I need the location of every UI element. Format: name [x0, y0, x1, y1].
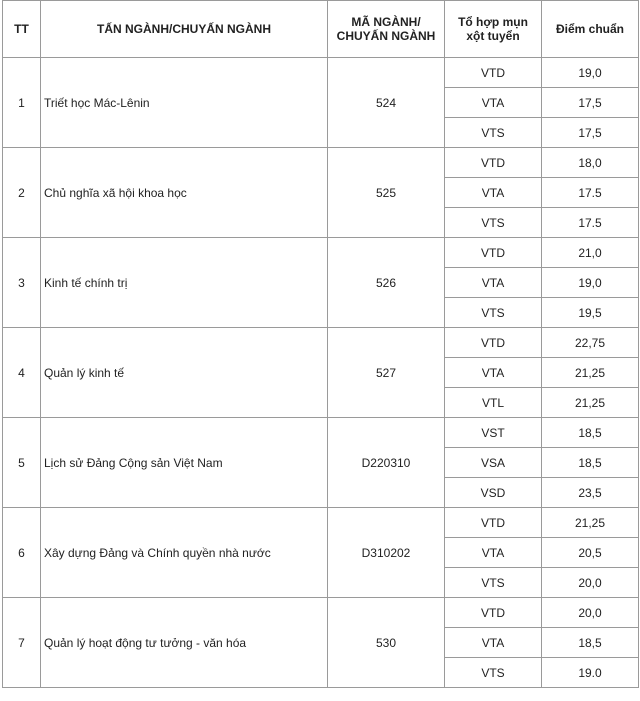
- admission-scores-table: [2, 0, 639, 688]
- table-row: [3, 58, 639, 88]
- cutoff-score: 18,5: [542, 448, 639, 478]
- table-row: [3, 598, 639, 628]
- major-code: 530: [328, 598, 445, 688]
- cutoff-score: 21,25: [542, 388, 639, 418]
- subject-combo: VTS: [445, 298, 542, 328]
- subject-combo: VTS: [445, 658, 542, 688]
- row-number: 5: [3, 418, 41, 508]
- row-number: 6: [3, 508, 41, 598]
- major-name: Lịch sử Đảng Cộng sản Việt Nam: [41, 418, 328, 508]
- subject-combo: VTA: [445, 268, 542, 298]
- cutoff-score: 20,0: [542, 568, 639, 598]
- cutoff-score: 17,5: [542, 88, 639, 118]
- table-row: [3, 508, 639, 538]
- cutoff-score: 17,5: [542, 118, 639, 148]
- table-row: [3, 328, 639, 358]
- table-row: [3, 238, 639, 268]
- major-name: Xây dựng Đảng và Chính quyền nhà nước: [41, 508, 328, 598]
- subject-combo: VTD: [445, 328, 542, 358]
- row-number: 2: [3, 148, 41, 238]
- header-score: Điểm chuẩn: [542, 1, 639, 58]
- table-row: [3, 418, 639, 448]
- header-code: MÃ NGÀNH/ CHUYẤN NGÀNH: [328, 1, 445, 58]
- major-name: Chủ nghĩa xã hội khoa học: [41, 148, 328, 238]
- row-number: 4: [3, 328, 41, 418]
- subject-combo: VTA: [445, 88, 542, 118]
- cutoff-score: 18,5: [542, 418, 639, 448]
- major-code: 525: [328, 148, 445, 238]
- cutoff-score: 21,0: [542, 238, 639, 268]
- subject-combo: VTD: [445, 238, 542, 268]
- major-code: 524: [328, 58, 445, 148]
- cutoff-score: 19,0: [542, 58, 639, 88]
- subject-combo: VTL: [445, 388, 542, 418]
- major-code: 527: [328, 328, 445, 418]
- subject-combo: VTA: [445, 538, 542, 568]
- subject-combo: VSD: [445, 478, 542, 508]
- row-number: 7: [3, 598, 41, 688]
- cutoff-score: 19,5: [542, 298, 639, 328]
- cutoff-score: 22,75: [542, 328, 639, 358]
- header-row: [3, 1, 639, 58]
- major-name: Quản lý hoạt động tư tưởng - văn hóa: [41, 598, 328, 688]
- subject-combo: VTA: [445, 178, 542, 208]
- cutoff-score: 21,25: [542, 508, 639, 538]
- major-name: Quản lý kinh tế: [41, 328, 328, 418]
- subject-combo: VTD: [445, 58, 542, 88]
- cutoff-score: 23,5: [542, 478, 639, 508]
- cutoff-score: 20,0: [542, 598, 639, 628]
- cutoff-score: 20,5: [542, 538, 639, 568]
- cutoff-score: 18,0: [542, 148, 639, 178]
- subject-combo: VTD: [445, 508, 542, 538]
- major-code: D310202: [328, 508, 445, 598]
- major-code: D220310: [328, 418, 445, 508]
- major-name: Triết học Mác-Lênin: [41, 58, 328, 148]
- major-name: Kinh tế chính trị: [41, 238, 328, 328]
- subject-combo: VST: [445, 418, 542, 448]
- row-number: 3: [3, 238, 41, 328]
- cutoff-score: 17.5: [542, 208, 639, 238]
- row-number: 1: [3, 58, 41, 148]
- subject-combo: VTD: [445, 148, 542, 178]
- cutoff-score: 21,25: [542, 358, 639, 388]
- subject-combo: VTS: [445, 208, 542, 238]
- subject-combo: VTS: [445, 118, 542, 148]
- cutoff-score: 17.5: [542, 178, 639, 208]
- subject-combo: VTA: [445, 358, 542, 388]
- subject-combo: VTD: [445, 598, 542, 628]
- cutoff-score: 18,5: [542, 628, 639, 658]
- major-code: 526: [328, 238, 445, 328]
- subject-combo: VSA: [445, 448, 542, 478]
- subject-combo: VTS: [445, 568, 542, 598]
- header-name: TẤN NGÀNH/CHUYẤN NGÀNH: [41, 1, 328, 58]
- cutoff-score: 19,0: [542, 268, 639, 298]
- header-tt: TT: [3, 1, 41, 58]
- header-combo: Tổ hợp mụn xột tuyển: [445, 1, 542, 58]
- cutoff-score: 19.0: [542, 658, 639, 688]
- table-row: [3, 148, 639, 178]
- subject-combo: VTA: [445, 628, 542, 658]
